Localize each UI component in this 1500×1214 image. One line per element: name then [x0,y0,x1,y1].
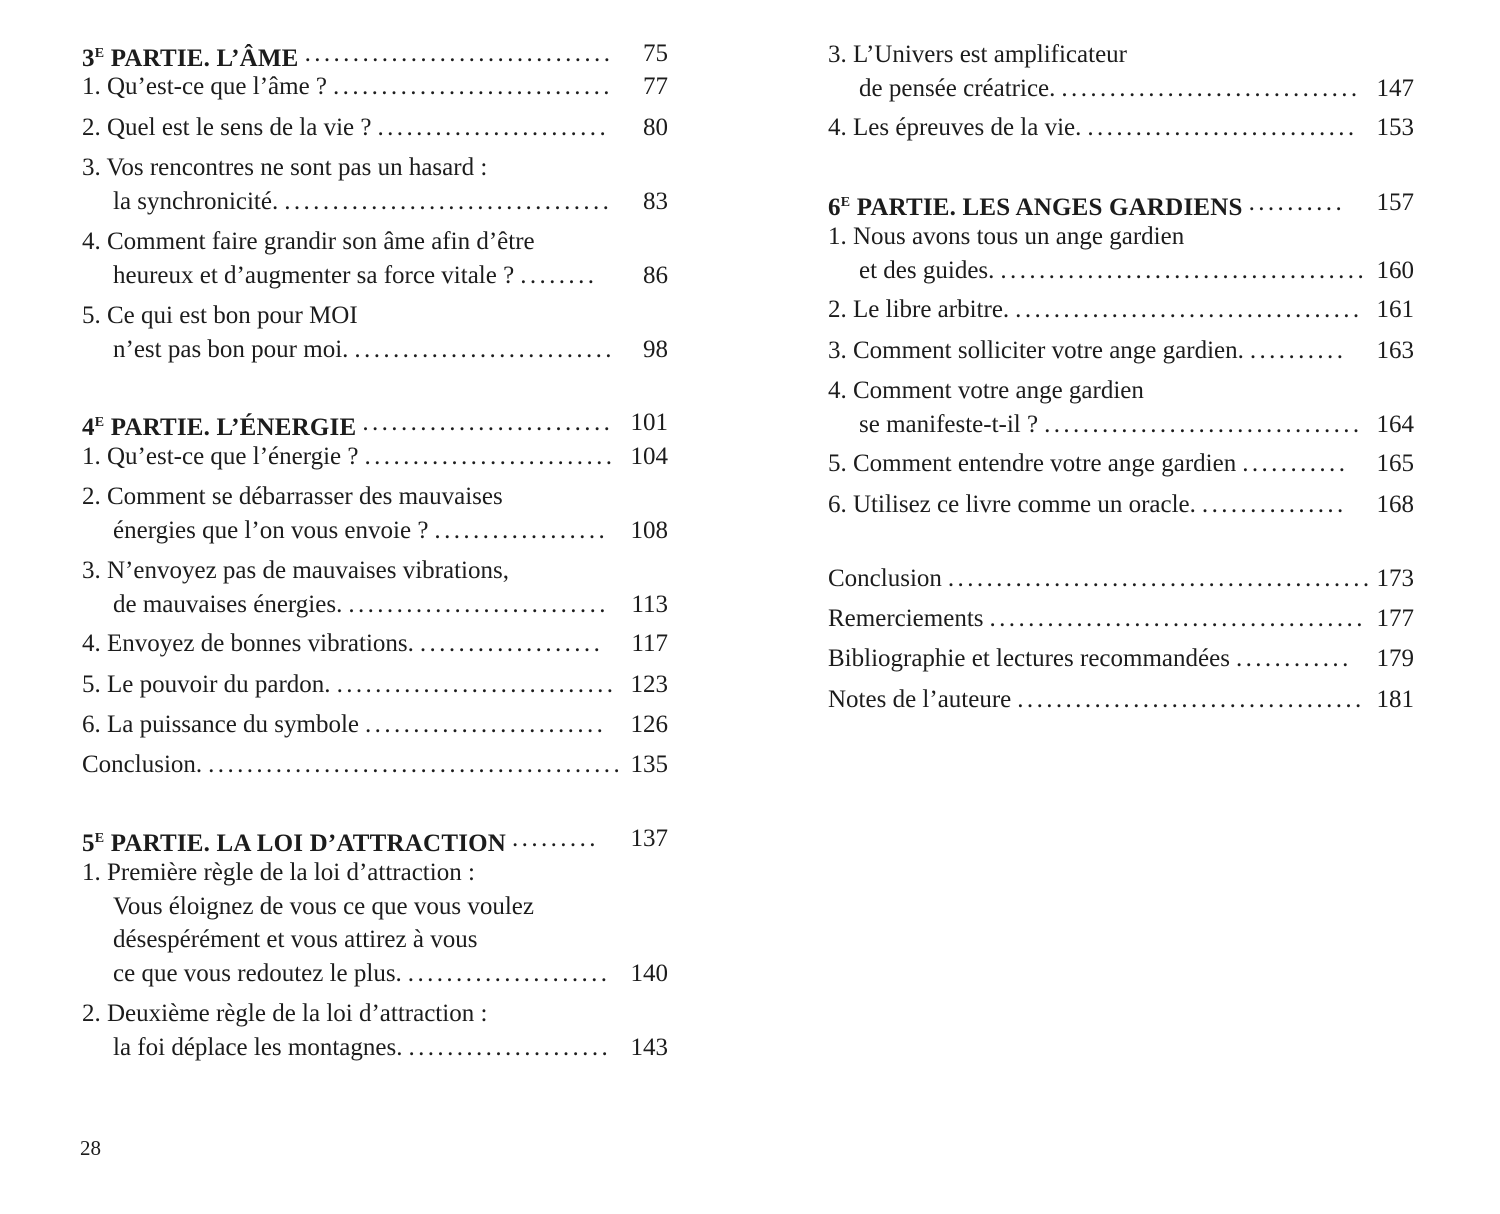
entry-title: la synchronicité. [113,187,279,215]
dot-leader: ............................. [333,73,613,100]
page-ref: 80 [643,114,668,141]
entry-line [82,225,668,259]
part-number: 6 [828,194,841,221]
dot-leader: .................. [434,516,609,544]
entry-line [828,374,1414,408]
entry-line [82,923,668,957]
dot-leader: ............................... [1061,74,1361,102]
toc-entry [82,554,668,623]
entry-title: désespérément et vous attirez à vous [113,926,478,954]
entry-line [82,997,668,1031]
entry-line [82,822,668,856]
page-ref: 75 [643,40,668,67]
entry-title: 3. L’Univers est amplificateur [828,41,1127,68]
page-ref: 164 [1376,410,1414,438]
page-ref: 165 [1376,450,1414,477]
entry-title: la foi déplace les montagnes. [113,1033,403,1061]
dot-leader: ..................... [408,1033,612,1061]
entry-title: 6. La puissance du symbole [82,711,360,738]
dot-leader: .................................. [284,187,613,215]
entry-title: 2. Le libre arbitre. [828,296,1010,323]
page-ref: 83 [643,187,668,215]
entry-line [828,72,1414,106]
part-number: 4 [82,414,95,441]
dot-leader: .................................... [1015,296,1363,323]
entry-title: de mauvaises énergies. [113,590,343,618]
page-ref: 161 [1376,296,1414,323]
toc-entry [82,708,668,744]
toc-entry [828,488,1414,524]
page-ref: 163 [1376,337,1414,364]
entry-line [828,334,1414,368]
entry-title: 3. Comment solliciter votre ange gardien. [828,337,1244,364]
entry-line [82,333,668,367]
entry-title: 5. Le pouvoir du pardon. [82,671,331,698]
entry-line [82,1031,668,1065]
entry-line [828,293,1414,327]
page-ref: 135 [630,751,668,778]
entry-line [82,890,668,924]
toc-entry [82,111,668,147]
entry-title: 2. Deuxième règle de la loi d’attraction : [82,1000,488,1027]
toc-entry [82,668,668,704]
part-heading [828,186,1414,222]
entry-title: Notes de l’auteure [828,686,1012,713]
entry-title: 1. Première règle de la loi d’attraction : [82,859,475,886]
entry-line [82,957,668,991]
toc-entry [828,683,1414,719]
dot-leader: ............................................ [947,565,1373,592]
page-ref: 123 [630,671,668,698]
entry-line [828,38,1414,72]
toc-entry [828,642,1414,678]
toc-entry [82,627,668,663]
entry-title: Conclusion [828,565,942,592]
part-title-text: PARTIE. LES ANGES GARDIENS [850,194,1243,221]
dot-leader: ............ [1235,645,1352,672]
part-heading [82,37,668,73]
toc-entry [828,293,1414,329]
page-ref: 177 [1376,605,1414,632]
entry-line [82,70,668,104]
dot-leader: ........ [520,261,598,289]
page-ref: 173 [1376,565,1414,592]
dot-leader: .......... [1248,189,1346,216]
dot-leader: ......... [512,825,599,852]
entry-title: 1. Nous avons tous un ange gardien [828,223,1185,250]
entry-line [828,220,1414,254]
dot-leader: ................................ [304,40,614,67]
page-ref: 143 [630,1033,668,1061]
entry-line [82,588,668,622]
entry-line [82,554,668,588]
toc-entry [82,480,668,549]
toc-entry [828,374,1414,443]
entry-line [82,440,668,474]
entry-title: et des guides. [859,256,995,284]
toc-entry [828,334,1414,370]
entry-line [828,408,1414,442]
page-ref: 77 [643,73,668,100]
dot-leader: ............................ [1087,114,1358,141]
entry-title: 4. Comment faire grandir son âme afin d’être [82,228,535,255]
entry-title: 2. Comment se débarrasser des mauvaises [82,483,503,510]
page-ref: 140 [630,959,668,987]
page-ref: 181 [1376,686,1414,713]
entry-line [828,254,1414,288]
toc-entry [82,748,668,784]
dot-leader: ...................................... [1000,256,1368,284]
part-heading [82,822,668,858]
entry-title: 6. Utilisez ce livre comme un oracle. [828,491,1196,518]
entry-title: se manifeste-t-il ? [859,410,1039,438]
toc-entry [828,220,1414,289]
entry-line [828,683,1414,717]
page-ref: 86 [643,261,668,289]
entry-title: n’est pas bon pour moi. [113,335,349,363]
dot-leader: .......................... [364,443,616,470]
entry-line [828,186,1414,220]
toc-entry [82,997,668,1066]
page-ref: 179 [1376,645,1414,672]
dot-leader: .......................... [362,409,614,436]
part-heading [82,406,668,442]
entry-line [82,37,668,71]
entry-line [828,562,1414,596]
entry-title: ce que vous redoutez le plus. [113,959,402,987]
page-ref: 101 [630,409,668,436]
entry-title: 3. Vos rencontres ne sont pas un hasard : [82,154,488,181]
entry-line [828,488,1414,522]
entry-line [82,406,668,440]
entry-title: 2. Quel est le sens de la vie ? [82,114,372,141]
entry-title: 5. Ce qui est bon pour MOI [82,302,358,329]
toc-entry [82,856,668,992]
entry-line [82,708,668,742]
entry-line [82,748,668,782]
entry-title: 4. Comment votre ange gardien [828,377,1144,404]
dot-leader: ............................. [336,671,617,698]
toc-entry [82,151,668,220]
toc-entry [828,602,1414,638]
entry-title: de pensée créatrice. [859,74,1056,102]
entry-line [828,111,1414,145]
entry-line [82,111,668,145]
part-number: 3 [82,45,95,72]
dot-leader: ........................... [348,590,609,618]
page-ref: 108 [630,516,668,544]
entry-line [82,668,668,702]
dot-leader: ........... [1242,450,1349,477]
page-ref: 137 [630,825,668,852]
dot-leader: ............... [1201,491,1347,518]
dot-leader: ......................... [365,711,607,738]
dot-leader: .......... [1249,337,1347,364]
entry-title: 1. Qu’est-ce que l’énergie ? [82,443,359,470]
dot-leader: .................................... [1017,686,1365,713]
page-ref: 168 [1376,491,1414,518]
part-number-superscript: E [94,46,105,61]
entry-title: 4. Les épreuves de la vie. [828,114,1082,141]
entry-title: 5. Comment entendre votre ange gardien [828,450,1237,477]
part-title-text: PARTIE. LA LOI D’ATTRACTION [104,830,507,857]
entry-line [82,480,668,514]
part-title-text: PARTIE. L’ÂME [104,45,299,72]
entry-line [82,185,668,219]
page-number: 28 [80,1136,101,1160]
toc-entry [828,38,1414,107]
page-ref: 104 [630,443,668,470]
dot-leader: ..................... [407,959,611,987]
toc-entry [82,440,668,476]
part-number: 5 [82,830,95,857]
page-ref: 126 [630,711,668,738]
entry-title: Vous éloignez de vous ce que vous voulez [113,892,534,920]
entry-line [82,299,668,333]
dot-leader: ................... [419,630,604,657]
entry-title: 4. Envoyez de bonnes vibrations. [82,630,414,657]
part-title-text: PARTIE. L’ÉNERGIE [104,414,357,441]
part-number-superscript: E [94,415,105,430]
entry-title: Conclusion. [82,751,203,778]
part-number-superscript: E [94,831,105,846]
toc-entry [828,111,1414,147]
entry-title: heureux et d’augmenter sa force vitale ? [113,261,515,289]
toc-entry [828,562,1414,598]
page-ref: 98 [643,335,668,363]
toc-entry [82,299,668,368]
toc-entry [82,70,668,106]
dot-leader: ....................................... [989,605,1366,632]
entry-line [82,627,668,661]
page-ref: 113 [631,590,668,618]
page-ref: 147 [1376,74,1414,102]
entry-title: Remerciements [828,605,984,632]
page-ref: 157 [1376,189,1414,216]
entry-title: énergies que l’on vous envoie ? [113,516,429,544]
entry-line [82,514,668,548]
dot-leader: ........................................... [208,751,624,778]
entry-title: Bibliographie et lectures recommandées [828,645,1230,672]
entry-line [828,447,1414,481]
dot-leader: ................................. [1044,410,1363,438]
toc-entry [82,225,668,294]
entry-title: 1. Qu’est-ce que l’âme ? [82,73,328,100]
page-ref: 117 [631,630,668,657]
entry-line [82,856,668,890]
entry-line [82,259,668,293]
entry-line [82,151,668,185]
entry-line [828,602,1414,636]
page-ref: 160 [1376,256,1414,284]
dot-leader: ........................ [377,114,610,141]
page-ref: 153 [1376,114,1414,141]
entry-title: 3. N’envoyez pas de mauvaises vibrations, [82,557,509,584]
toc-entry [828,447,1414,483]
entry-line [828,642,1414,676]
part-number-superscript: E [840,195,851,210]
dot-leader: ........................... [354,335,615,363]
